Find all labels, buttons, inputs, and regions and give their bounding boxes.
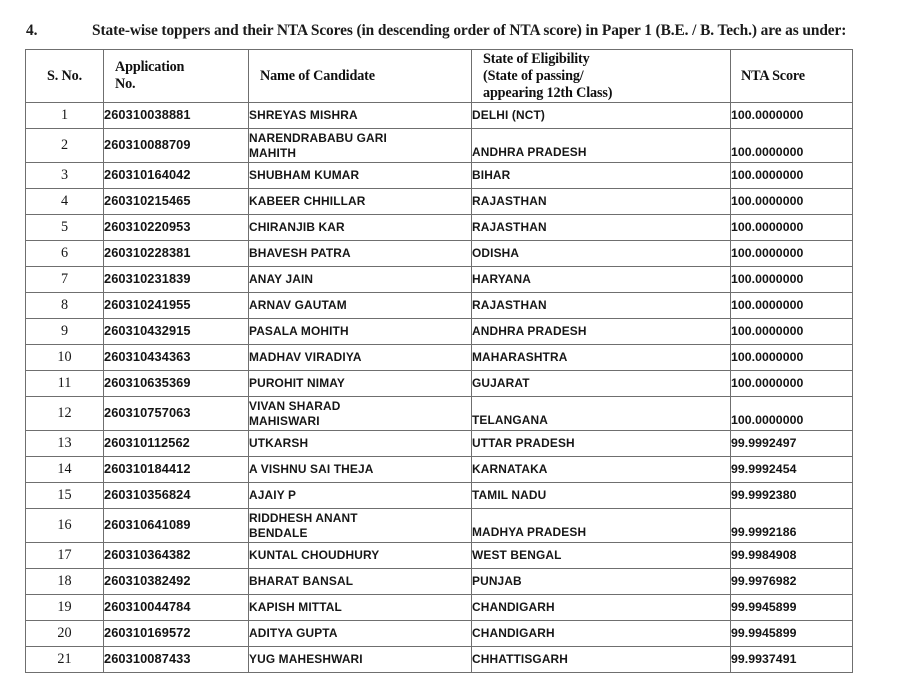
candidate-name-line: NARENDRABABU GARI (249, 131, 387, 146)
column-header-application-no-text (104, 59, 248, 93)
header-line: (State of passing/ (483, 67, 584, 84)
cell-serial-number: 3 (26, 163, 104, 189)
cell-state-eligibility: PUNJAB (472, 569, 731, 595)
cell-candidate-name (249, 457, 472, 483)
header-line: No. (115, 76, 136, 92)
cell-serial-number: 15 (26, 483, 104, 509)
candidate-name-line: A VISHNU SAI THEJA (249, 462, 374, 477)
cell-state-eligibility: ANDHRA PRADESH (472, 129, 731, 163)
cell-application-no: 260310356824 (104, 483, 249, 509)
table-row (26, 163, 853, 189)
header-line: State of Eligibility (483, 50, 590, 67)
cell-serial-number: 6 (26, 241, 104, 267)
cell-state-eligibility: DELHI (NCT) (472, 103, 731, 129)
cell-candidate-name (249, 189, 472, 215)
cell-nta-score: 99.9945899 (731, 595, 853, 621)
table-row (26, 241, 853, 267)
candidate-name-line: ARNAV GAUTAM (249, 298, 347, 313)
cell-serial-number: 13 (26, 431, 104, 457)
cell-serial-number: 14 (26, 457, 104, 483)
section-number: 4. (26, 22, 38, 40)
cell-candidate-name (249, 431, 472, 457)
cell-candidate-name (249, 509, 472, 543)
cell-application-no: 260310228381 (104, 241, 249, 267)
cell-nta-score: 100.0000000 (731, 189, 853, 215)
cell-application-no: 260310220953 (104, 215, 249, 241)
cell-state-eligibility: ANDHRA PRADESH (472, 319, 731, 345)
candidate-name-line: VIVAN SHARAD (249, 399, 341, 414)
cell-candidate-name (249, 345, 472, 371)
cell-state-eligibility: HARYANA (472, 267, 731, 293)
cell-candidate-name (249, 215, 472, 241)
cell-candidate-name (249, 397, 472, 431)
table-row (26, 431, 853, 457)
cell-candidate-name (249, 319, 472, 345)
column-header-candidate-name (249, 50, 472, 103)
candidate-name-line: KUNTAL CHOUDHURY (249, 548, 380, 563)
candidate-name-line: SHUBHAM KUMAR (249, 168, 360, 183)
cell-nta-score: 100.0000000 (731, 345, 853, 371)
candidate-name-line: UTKARSH (249, 436, 309, 451)
cell-state-eligibility: TELANGANA (472, 397, 731, 431)
table-row (26, 215, 853, 241)
cell-serial-number: 4 (26, 189, 104, 215)
cell-application-no: 260310088709 (104, 129, 249, 163)
table-row (26, 103, 853, 129)
cell-nta-score: 100.0000000 (731, 397, 853, 431)
cell-state-eligibility: GUJARAT (472, 371, 731, 397)
cell-nta-score: 100.0000000 (731, 267, 853, 293)
cell-candidate-name (249, 621, 472, 647)
table-row (26, 319, 853, 345)
table-row (26, 345, 853, 371)
cell-application-no: 260310112562 (104, 431, 249, 457)
table-row (26, 509, 853, 543)
candidate-name-line: SHREYAS MISHRA (249, 108, 358, 123)
cell-state-eligibility: MAHARASHTRA (472, 345, 731, 371)
candidate-name-line: BHAVESH PATRA (249, 246, 351, 261)
cell-application-no: 260310184412 (104, 457, 249, 483)
cell-serial-number: 17 (26, 543, 104, 569)
cell-application-no: 260310432915 (104, 319, 249, 345)
cell-nta-score: 99.9992380 (731, 483, 853, 509)
candidate-name-line: MAHISWARI (249, 413, 320, 428)
cell-serial-number: 11 (26, 371, 104, 397)
cell-state-eligibility: RAJASTHAN (472, 293, 731, 319)
column-header-application-no (104, 50, 249, 103)
table-row (26, 595, 853, 621)
cell-nta-score: 100.0000000 (731, 103, 853, 129)
table-row (26, 543, 853, 569)
column-header-serial-number (26, 50, 104, 103)
candidate-name-line: ADITYA GUPTA (249, 626, 338, 641)
cell-nta-score: 99.9992497 (731, 431, 853, 457)
cell-nta-score: 100.0000000 (731, 241, 853, 267)
table-body (26, 103, 853, 673)
table-row (26, 371, 853, 397)
cell-candidate-name (249, 267, 472, 293)
cell-serial-number: 12 (26, 397, 104, 431)
cell-state-eligibility: CHANDIGARH (472, 595, 731, 621)
cell-serial-number: 20 (26, 621, 104, 647)
cell-candidate-name (249, 163, 472, 189)
cell-nta-score: 100.0000000 (731, 319, 853, 345)
candidate-name-line: PASALA MOHITH (249, 324, 349, 339)
candidate-name-line: KABEER CHHILLAR (249, 194, 366, 209)
table-row (26, 569, 853, 595)
cell-state-eligibility: TAMIL NADU (472, 483, 731, 509)
cell-nta-score: 100.0000000 (731, 163, 853, 189)
cell-nta-score: 99.9992186 (731, 509, 853, 543)
candidate-name-line: MAHITH (249, 145, 297, 160)
cell-nta-score: 99.9945899 (731, 621, 853, 647)
cell-state-eligibility: UTTAR PRADESH (472, 431, 731, 457)
table-row (26, 621, 853, 647)
cell-application-no: 260310635369 (104, 371, 249, 397)
cell-application-no: 260310087433 (104, 647, 249, 673)
cell-application-no: 260310641089 (104, 509, 249, 543)
column-header-nta-score-text (731, 68, 852, 85)
cell-state-eligibility: WEST BENGAL (472, 543, 731, 569)
column-header-serial-number-text (26, 68, 103, 85)
cell-nta-score: 100.0000000 (731, 215, 853, 241)
cell-candidate-name (249, 543, 472, 569)
cell-state-eligibility: CHHATTISGARH (472, 647, 731, 673)
cell-serial-number: 1 (26, 103, 104, 129)
cell-serial-number: 19 (26, 595, 104, 621)
header-line: S. No. (47, 67, 82, 84)
candidate-name-line: BHARAT BANSAL (249, 574, 354, 589)
cell-candidate-name (249, 103, 472, 129)
cell-candidate-name (249, 371, 472, 397)
cell-nta-score: 99.9992454 (731, 457, 853, 483)
candidate-name-line: KAPISH MITTAL (249, 600, 342, 615)
cell-nta-score: 100.0000000 (731, 371, 853, 397)
table-row (26, 189, 853, 215)
cell-nta-score: 99.9937491 (731, 647, 853, 673)
cell-candidate-name (249, 129, 472, 163)
cell-serial-number: 21 (26, 647, 104, 673)
candidate-name-line: ANAY JAIN (249, 272, 314, 287)
cell-serial-number: 8 (26, 293, 104, 319)
toppers-table-container (25, 49, 852, 673)
cell-candidate-name (249, 569, 472, 595)
cell-state-eligibility: RAJASTHAN (472, 189, 731, 215)
cell-candidate-name (249, 595, 472, 621)
column-header-candidate-name-text (249, 68, 471, 85)
cell-candidate-name (249, 241, 472, 267)
cell-candidate-name (249, 647, 472, 673)
cell-serial-number: 5 (26, 215, 104, 241)
header-line: Application (115, 59, 185, 75)
section-heading (26, 21, 868, 41)
table-header (26, 50, 853, 103)
column-header-state-eligibility-text (472, 51, 730, 102)
table-header-row (26, 50, 853, 103)
section-heading-text: State-wise toppers and their NTA Scores (in descending order of NTA score) in Paper 1 (B.E. / B. Tech.) are as under: (92, 22, 847, 40)
cell-application-no: 260310044784 (104, 595, 249, 621)
header-line: NTA Score (741, 67, 805, 84)
table-row (26, 267, 853, 293)
cell-nta-score: 99.9976982 (731, 569, 853, 595)
cell-serial-number: 2 (26, 129, 104, 163)
candidate-name-line: PUROHIT NIMAY (249, 376, 345, 391)
cell-state-eligibility: CHANDIGARH (472, 621, 731, 647)
table-row (26, 293, 853, 319)
cell-candidate-name (249, 483, 472, 509)
cell-application-no: 260310038881 (104, 103, 249, 129)
cell-state-eligibility: KARNATAKA (472, 457, 731, 483)
state-toppers-table (25, 49, 853, 673)
cell-serial-number: 7 (26, 267, 104, 293)
candidate-name-line: RIDDHESH ANANT (249, 511, 358, 526)
cell-candidate-name (249, 293, 472, 319)
cell-application-no: 260310434363 (104, 345, 249, 371)
cell-application-no: 260310231839 (104, 267, 249, 293)
candidate-name-line: YUG MAHESHWARI (249, 652, 363, 667)
candidate-name-line: CHIRANJIB KAR (249, 220, 345, 235)
table-row (26, 397, 853, 431)
cell-application-no: 260310215465 (104, 189, 249, 215)
cell-application-no: 260310757063 (104, 397, 249, 431)
cell-state-eligibility: RAJASTHAN (472, 215, 731, 241)
column-header-state-eligibility (472, 50, 731, 103)
table-row (26, 647, 853, 673)
cell-application-no: 260310169572 (104, 621, 249, 647)
cell-serial-number: 10 (26, 345, 104, 371)
cell-state-eligibility: BIHAR (472, 163, 731, 189)
cell-serial-number: 18 (26, 569, 104, 595)
cell-application-no: 260310241955 (104, 293, 249, 319)
header-line: appearing 12th Class) (483, 84, 613, 101)
cell-application-no: 260310164042 (104, 163, 249, 189)
table-row (26, 129, 853, 163)
cell-state-eligibility: MADHYA PRADESH (472, 509, 731, 543)
column-header-nta-score (731, 50, 853, 103)
cell-state-eligibility: ODISHA (472, 241, 731, 267)
table-row (26, 457, 853, 483)
cell-nta-score: 100.0000000 (731, 129, 853, 163)
candidate-name-line: BENDALE (249, 525, 308, 540)
candidate-name-line: MADHAV VIRADIYA (249, 350, 362, 365)
cell-nta-score: 100.0000000 (731, 293, 853, 319)
cell-application-no: 260310382492 (104, 569, 249, 595)
cell-application-no: 260310364382 (104, 543, 249, 569)
cell-serial-number: 9 (26, 319, 104, 345)
cell-nta-score: 99.9984908 (731, 543, 853, 569)
candidate-name-line: AJAIY P (249, 488, 297, 503)
table-row (26, 483, 853, 509)
header-line: Name of Candidate (260, 67, 375, 84)
cell-serial-number: 16 (26, 509, 104, 543)
